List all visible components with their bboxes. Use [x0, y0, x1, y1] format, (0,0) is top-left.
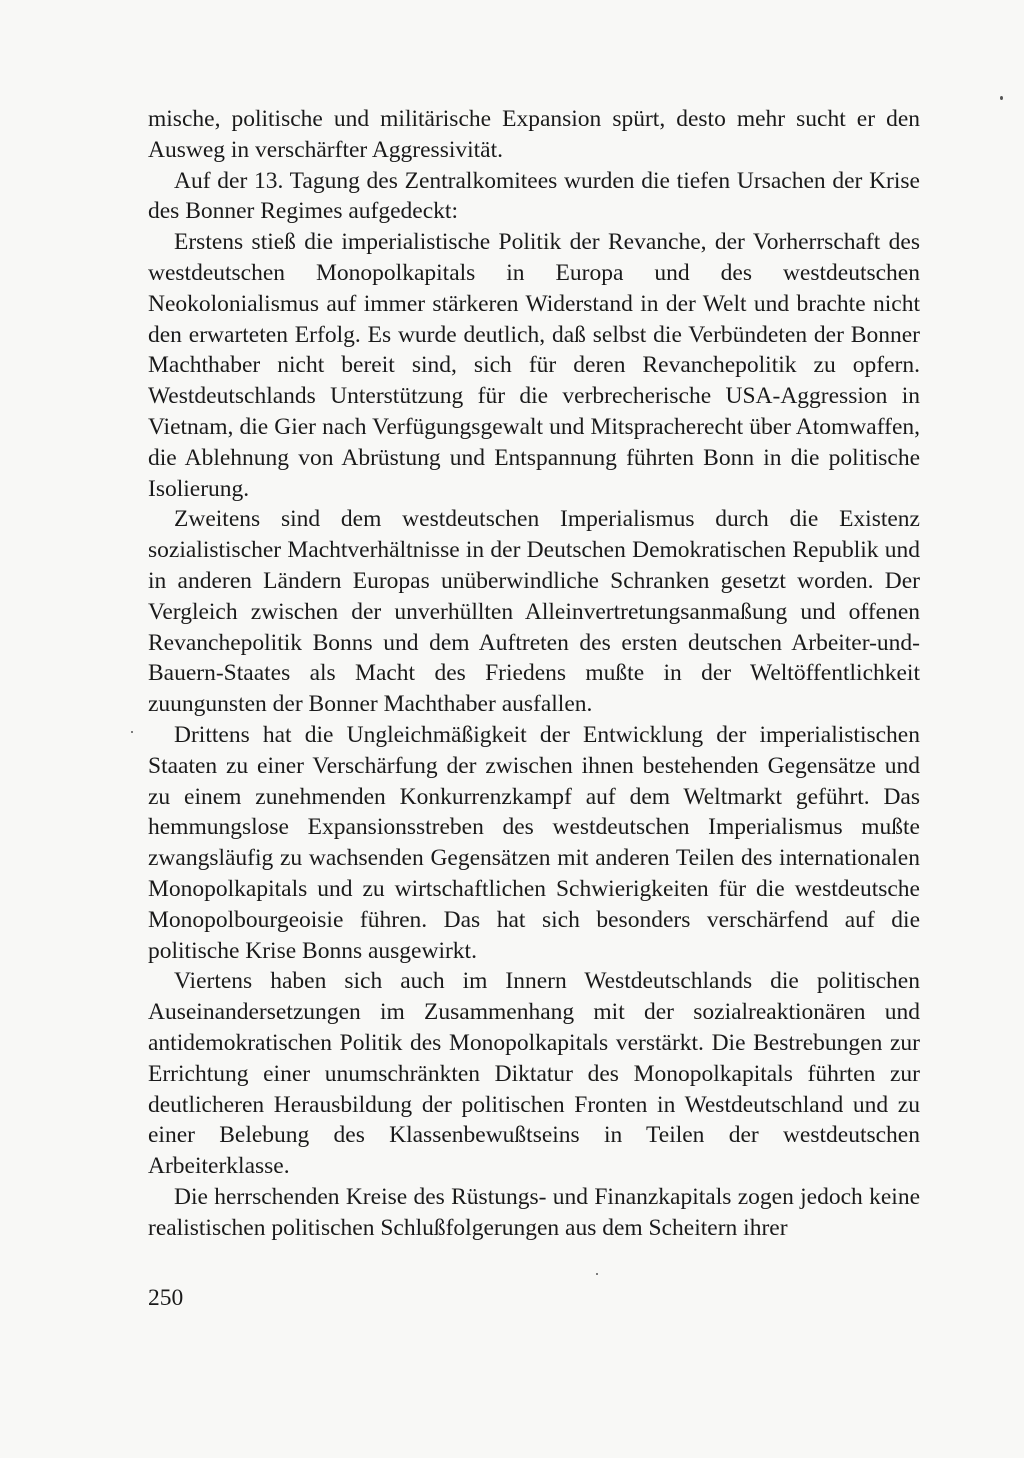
paragraph-3: Erstens stieß die imperialistische Politik der Revanche, der Vorherrschaft des westdeutschen Monopolkapitals in Europa und des westdeutschen Neokolonialismus auf immer stärkeren Widerstand in der Welt und brachte nicht den erwarteten Erfolg. Es wurde deutlich, daß selbst die Verbündeten der Bonner Machthaber nicht bereit sind, sich für deren Revanchepolitik zu opfern. Westdeutschlands Unterstützung für die verbrecherische USA-Aggression in Vietnam, die Gier nach Verfügungsgewalt und Mitspracherecht über Atomwaffen, die Ablehnung von Abrüstung und Entspannung führten Bonn in die politische Isolierung.: [148, 229, 920, 502]
scan-speck: [596, 1273, 598, 1275]
paragraph-6: Viertens haben sich auch im Innern Westdeutschlands die politischen Auseinandersetzungen im Zusammenhang mit der sozialreaktionären und antidemokratischen Politik des Monopolkapitals verstärkt. Die Bestrebungen zur Errichtung einer unumschränkten Diktatur des Monopolkapitals führten zur deutlicheren Herausbildung der politischen Fronten in Westdeutschland und zu einer Belebung des Klassenbewußtseins in Teilen der westdeutschen Arbeiterklasse.: [148, 968, 920, 1180]
paragraph-1: mische, politische und militärische Expansion spürt, desto mehr sucht er den Ausweg in verschärfter Aggressivität.: [148, 106, 920, 163]
scan-speck: [1000, 96, 1003, 100]
paragraph-7: Die herrschenden Kreise des Rüstungs- und Finanzkapitals zogen jedoch keine realistischen politischen Schlußfolgerungen aus dem Scheitern ihrer: [148, 1183, 920, 1241]
paragraph-5: Drittens hat die Ungleichmäßigkeit der Entwicklung der imperialistischen Staaten zu einer Verschärfung der zwischen ihnen bestehenden Gegensätze und zu einem zunehmenden Konkurrenzkampf auf dem Weltmarkt geführt. Das hemmungslose Expansionsstreben des westdeutschen Imperialismus mußte zwangsläufig zu wachsenden Gegensätzen mit anderen Teilen des internationalen Monopolkapitals und zu wirtschaftlichen Schwierigkeiten für die westdeutsche Monopolbourgeoisie führen. Das hat sich besonders verschärfend auf die politische Krise Bonns ausgewirkt.: [148, 721, 920, 964]
paragraph-2: Auf der 13. Tagung des Zentralkomitees wurden die tiefen Ursachen der Krise des Bonner Regimes aufgedeckt:: [148, 167, 920, 225]
page-number: 250: [148, 1285, 184, 1311]
page-body: [148, 104, 920, 1243]
scan-speck: [131, 731, 133, 733]
paragraph-4: Zweitens sind dem westdeutschen Imperialismus durch die Existenz sozialistischer Machtverhältnisse in der Deutschen Demokratischen Republik und in anderen Ländern Europas unüberwindliche Schranken gesetzt worden. Der Vergleich zwischen der unverhüllten Alleinvertretungsanmaßung und offenen Revanchepolitik Bonns und dem Auftreten des ersten deutschen Arbeiter-und-Bauern-Staates als Macht des Friedens mußte in der Weltöffentlichkeit zuungunsten der Bonner Machthaber ausfallen.: [148, 506, 920, 718]
